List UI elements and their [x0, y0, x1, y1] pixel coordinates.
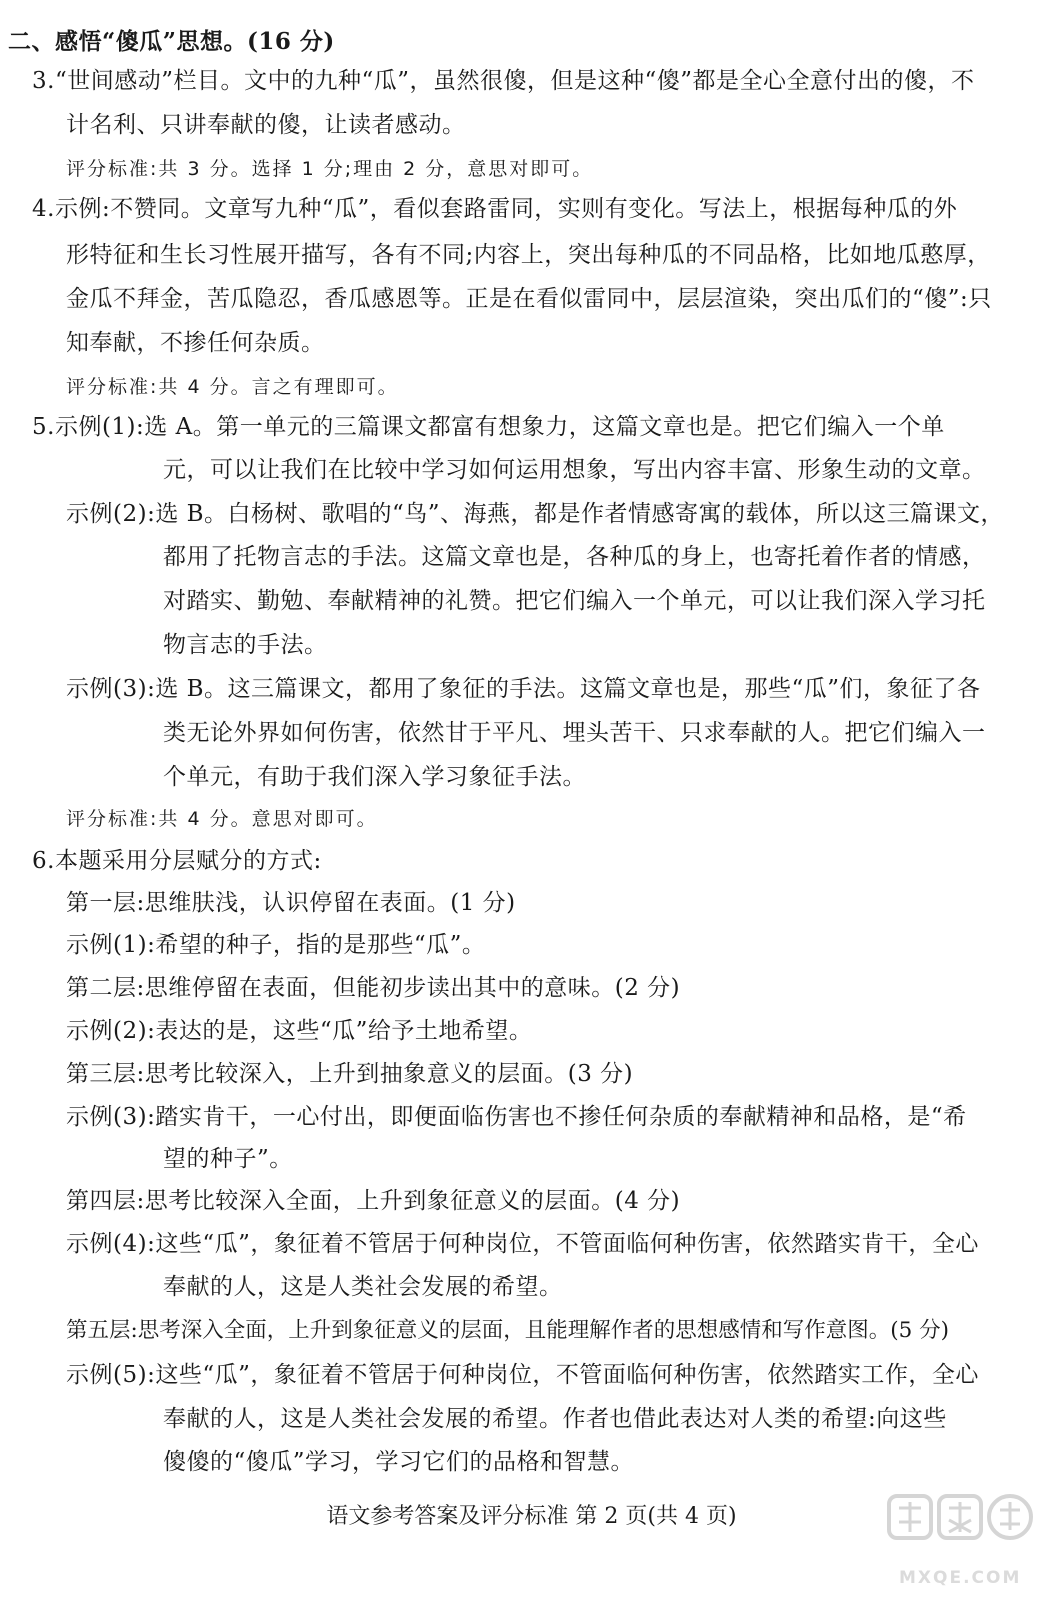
section-heading: 二、感悟“傻瓜”思想。(16 分): [8, 28, 335, 55]
level-4-example-line-1: 示例(4):这些“瓜”，象征着不管居于何种岗位，不管面临何种伤害，依然踏实肯干，全心: [66, 1231, 979, 1257]
answer-4-line-3: 金瓜不拜金，苦瓜隐忍，香瓜感恩等。正是在看似雷同中，层层渲染，突出瓜们的“傻”:只: [66, 286, 992, 312]
answer-6-intro: 6.本题采用分层赋分的方式:: [32, 848, 322, 874]
site-watermark: [885, 1488, 1035, 1588]
level-3-example-line-1: 示例(3):踏实肯干，一心付出，即便面临伤害也不掺任何杂质的奉献精神和品格，是“希: [66, 1104, 967, 1130]
answer-5-example-3-line-2: 类无论外界如何伤害，依然甘于平凡、埋头苦干、只求奉献的人。把它们编入一: [163, 720, 986, 746]
answer-4-line-2: 形特征和生长习性展开描写，各有不同;内容上，突出每种瓜的不同品格，比如地瓜憨厚，: [66, 242, 991, 268]
watermark-logo-icon: [885, 1488, 1035, 1550]
level-2: 第二层:思维停留在表面，但能初步读出其中的意味。(2 分): [66, 975, 681, 1001]
level-1-example: 示例(1):希望的种子，指的是那些“瓜”。: [66, 932, 486, 958]
answer-5-example-1-line-1: 5.示例(1):选 A。第一单元的三篇课文都富有想象力，这篇文章也是。把它们编入一个单: [32, 414, 945, 440]
answer-3-line-1: 3.“世间感动”栏目。文中的九种“瓜”，虽然很傻，但是这种“傻”都是全心全意付出的傻，不: [32, 68, 975, 94]
level-5-example-line-3: 傻傻的“傻瓜”学习，学习它们的品格和智慧。: [163, 1449, 635, 1475]
level-4-example-line-2: 奉献的人，这是人类社会发展的希望。: [163, 1274, 563, 1300]
level-3: 第三层:思考比较深入，上升到抽象意义的层面。(3 分): [66, 1061, 634, 1087]
level-4: 第四层:思考比较深入全面，上升到象征意义的层面。(4 分): [66, 1188, 681, 1214]
scoring-standard-4: 评分标准:共 4 分。言之有理即可。: [66, 376, 399, 398]
answer-5-example-3-line-3: 个单元，有助于我们深入学习象征手法。: [163, 764, 586, 790]
level-2-example: 示例(2):表达的是，这些“瓜”给予土地希望。: [66, 1018, 533, 1044]
level-1: 第一层:思维肤浅，认识停留在表面。(1 分): [66, 890, 516, 916]
scoring-standard-3: 评分标准:共 3 分。选择 1 分;理由 2 分，意思对即可。: [66, 158, 594, 180]
watermark-text: MXQE.COM: [899, 1568, 1022, 1588]
page-footer: 语文参考答案及评分标准 第 2 页(共 4 页): [326, 1504, 737, 1529]
answer-5-example-2-line-1: 示例(2):选 B。白杨树、歌唱的“鸟”、海燕，都是作者情感寄寓的载体，所以这三篇课文，: [66, 501, 1005, 527]
level-5: 第五层:思考深入全面，上升到象征意义的层面，且能理解作者的思想感情和写作意图。(5 分): [66, 1318, 950, 1343]
answer-5-example-1-line-2: 元，可以让我们在比较中学习如何运用想象，写出内容丰富、形象生动的文章。: [163, 457, 986, 483]
answer-5-example-3-line-1: 示例(3):选 B。这三篇课文，都用了象征的手法。这篇文章也是，那些“瓜”们，象征了各: [66, 676, 981, 702]
level-5-example-line-1: 示例(5):这些“瓜”，象征着不管居于何种岗位，不管面临何种伤害，依然踏实工作，全心: [66, 1362, 979, 1388]
scoring-standard-5: 评分标准:共 4 分。意思对即可。: [66, 808, 378, 830]
answer-3-line-2: 计名利、只讲奉献的傻，让读者感动。: [66, 112, 466, 138]
answer-4-line-1: 4.示例:不赞同。文章写九种“瓜”，看似套路雷同，实则有变化。写法上，根据每种瓜的外: [32, 196, 958, 222]
level-5-example-line-2: 奉献的人，这是人类社会发展的希望。作者也借此表达对人类的希望:向这些: [163, 1406, 947, 1432]
level-3-example-line-2: 望的种子”。: [163, 1146, 293, 1172]
answer-5-example-2-line-2: 都用了托物言志的手法。这篇文章也是，各种瓜的身上，也寄托着作者的情感，: [163, 544, 986, 570]
answer-5-example-2-line-3: 对踏实、勤勉、奉献精神的礼赞。把它们编入一个单元，可以让我们深入学习托: [163, 588, 986, 614]
answer-4-line-4: 知奉献，不掺任何杂质。: [66, 330, 325, 356]
answer-5-example-2-line-4: 物言志的手法。: [163, 632, 328, 658]
